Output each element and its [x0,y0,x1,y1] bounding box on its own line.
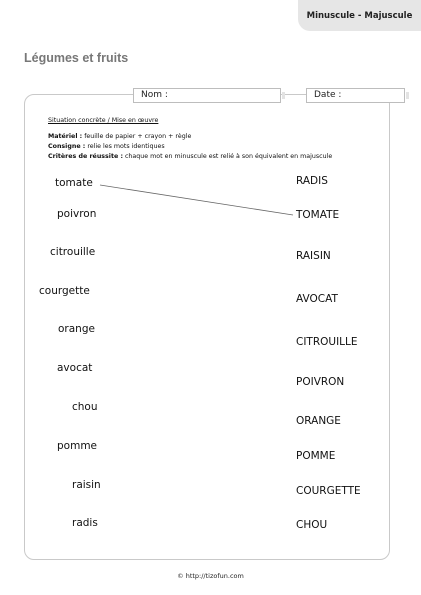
lowercase-word[interactable]: raisin [72,479,101,491]
criteres-text: chaque mot en minuscule est relié à son équivalent en majuscule [122,153,333,160]
consigne-text: relie les mots identiques [85,143,165,150]
uppercase-word[interactable]: POIVRON [296,376,345,388]
page-title: Légumes et fruits [24,51,129,65]
lowercase-word[interactable]: avocat [57,362,93,374]
tab-label: Minuscule - Majuscule [306,10,413,21]
uppercase-word[interactable]: POMME [296,450,336,462]
name-label: Nom : [141,90,168,100]
uppercase-word[interactable]: CHOU [296,519,328,531]
consigne-label: Consigne : [48,143,86,150]
materiel-label: Matériel : [48,133,83,140]
criteres-label: Critères de réussite : [48,153,123,160]
uppercase-word[interactable]: ORANGE [296,415,341,427]
lowercase-word[interactable]: chou [72,401,98,413]
lowercase-word[interactable]: citrouille [50,246,96,258]
uppercase-word[interactable]: AVOCAT [296,293,338,305]
situation-heading: Situation concrète / Mise en œuvre [48,117,159,124]
lowercase-word[interactable]: tomate [55,177,93,189]
footer [0,572,421,580]
lowercase-word[interactable]: orange [58,323,95,335]
uppercase-word[interactable]: COURGETTE [296,485,361,497]
materiel-text: feuille de papier + crayon + règle [82,133,192,140]
uppercase-word[interactable]: RAISIN [296,250,331,262]
lowercase-word[interactable]: pomme [57,440,98,452]
uppercase-word[interactable]: RADIS [296,175,328,187]
uppercase-word[interactable]: TOMATE [296,209,340,221]
copyright-icon: © [177,572,184,580]
footer-url[interactable]: http://tizofun.com [183,572,244,580]
lowercase-word[interactable]: poivron [57,208,97,220]
lowercase-word[interactable]: courgette [39,285,90,297]
connection-line [100,185,293,215]
uppercase-word[interactable]: CITROUILLE [296,336,358,348]
lowercase-word[interactable]: radis [72,517,98,529]
date-label: Date : [314,90,342,100]
